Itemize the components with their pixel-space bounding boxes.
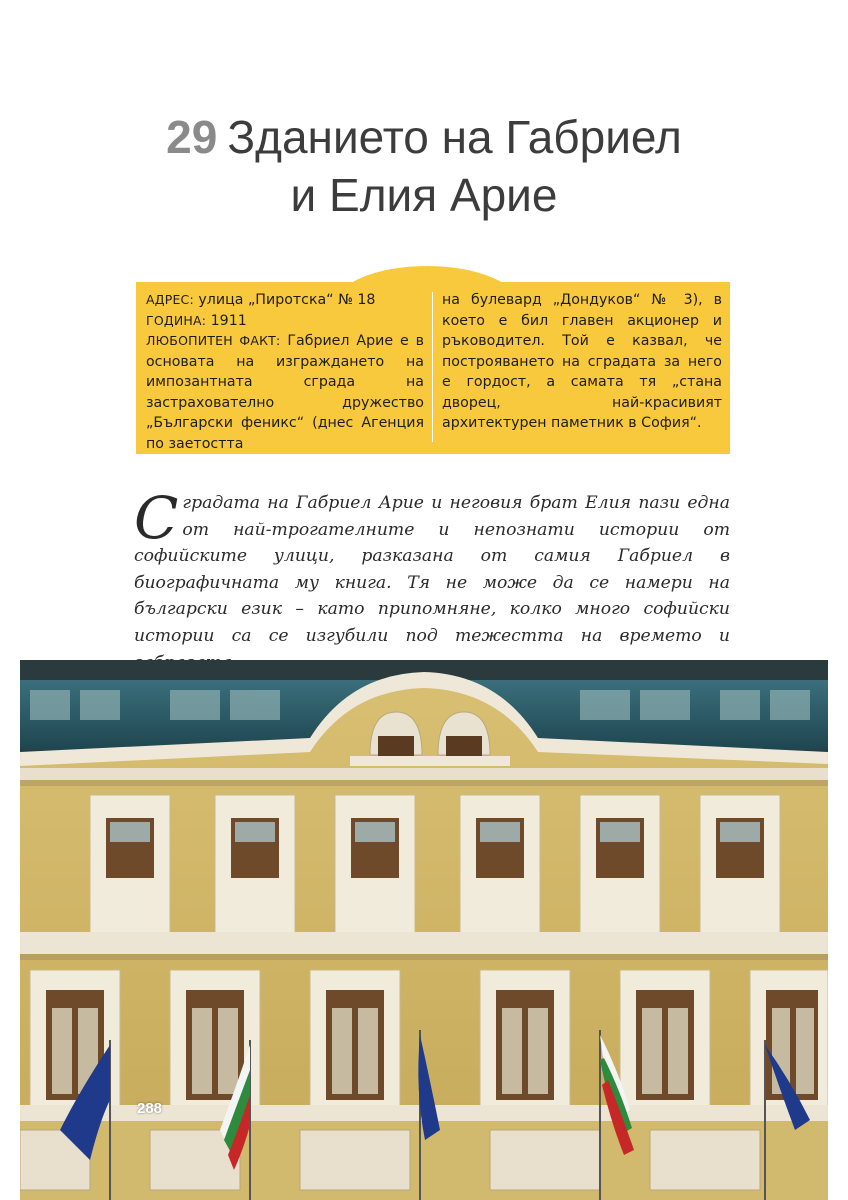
page-number: 288 [137, 1100, 163, 1117]
fact-address-value: улица „Пиротска“ № 18 [193, 292, 376, 308]
fact-year [146, 313, 247, 329]
chapter-title [0, 108, 848, 224]
fact-trivia-label: ЛЮБОПИТЕН ФАКТ: [146, 333, 281, 348]
fact-year-label: ГОДИНА: [146, 312, 207, 328]
fact-address [146, 292, 375, 308]
facts-left-column [146, 290, 424, 454]
building-photo [20, 660, 828, 1200]
building-illustration [20, 660, 828, 1200]
fact-trivia-value: Габриел Арие е в основата на изграждането на импозантната сграда на застрахователно дружество „Български феникс“ (днес Агенция по заетостта [146, 333, 424, 452]
intro-paragraph [134, 484, 730, 676]
fact-address-label: АДРЕС: [146, 292, 194, 307]
fact-year-value: 1911 [206, 312, 247, 329]
fact-trivia [146, 333, 424, 452]
facts-box [136, 282, 730, 454]
intro-text: градата на Габриел Арие и неговия брат Елия пази една от най-трогателните и непознати истории от софийските улици, разказана от самия Габриел в биографичната му книга. Тя не може да се намери на български език – като припомняне, колко много софийски истории са се изгубили под тежестта на времето и [134, 493, 730, 646]
chapter-title-line1: Зданието на Габриел [227, 111, 682, 163]
facts-divider [432, 292, 433, 442]
chapter-title-line2: и Елия Арие [290, 169, 558, 221]
facts-right-column: на булевард „Дондуков“ № 3), в което е бил главен акционер и ръководител. Той е казвал, че построяването на сградата за него е гордост, а самата тя „стана дворец, най-красивият архитектурен паметник в София“. [442, 292, 722, 431]
drop-cap: С [134, 484, 179, 552]
chapter-number: 29 [166, 111, 218, 163]
